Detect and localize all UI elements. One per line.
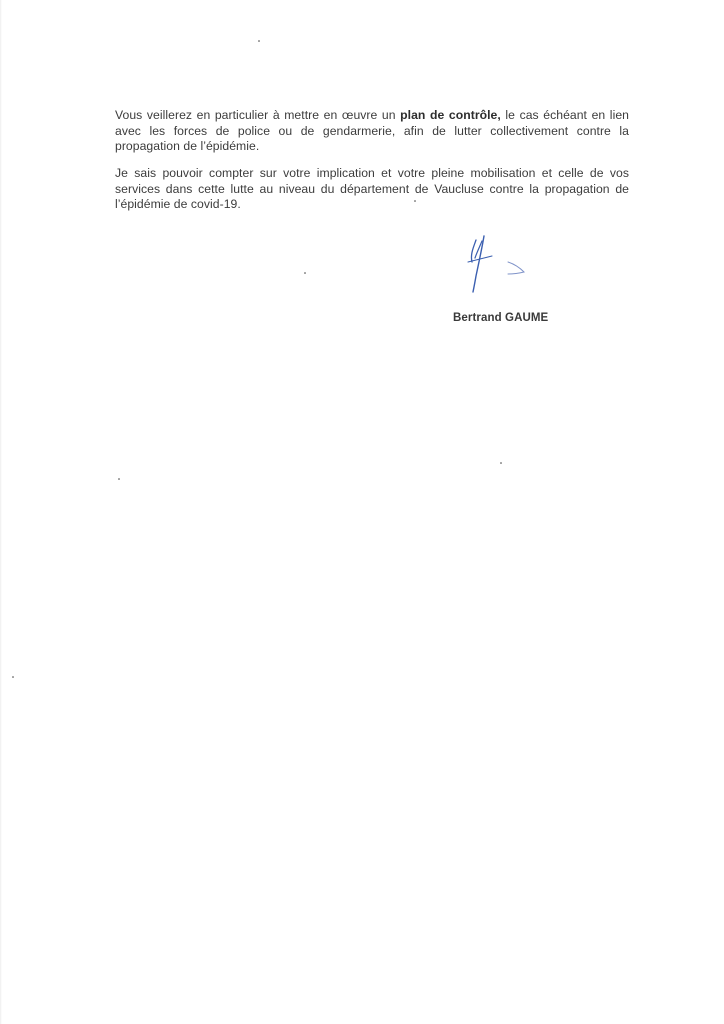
scan-speck [12,676,14,678]
signer-name: Bertrand GAUME [453,312,549,324]
scan-speck [118,478,120,480]
scan-speck [500,462,502,464]
scan-speck [304,272,306,274]
paragraph-control-plan [115,108,629,155]
handwritten-signature [462,232,532,294]
paragraph-control-plan-bold: plan de contrôle, [400,108,501,122]
paragraph-control-plan-text-start: Vous veillerez en particulier à mettre en œuvre un [115,108,401,122]
paragraph-mobilisation: Je sais pouvoir compter sur votre implication et votre pleine mobilisation et celle de vos services dans cette lutte au niveau du département de Vaucluse contre la propagation de l’épidémie de covid-19. [115,166,629,211]
scan-edge-shadow [0,0,2,1024]
scan-speck [258,40,260,42]
scan-speck [414,200,416,202]
paragraph-control-plan-text-end: le cas échéant en lien avec les forces de police ou de gendarmerie, afin de lutter collectivement contre la propagation de l’épidémie. [115,108,629,153]
